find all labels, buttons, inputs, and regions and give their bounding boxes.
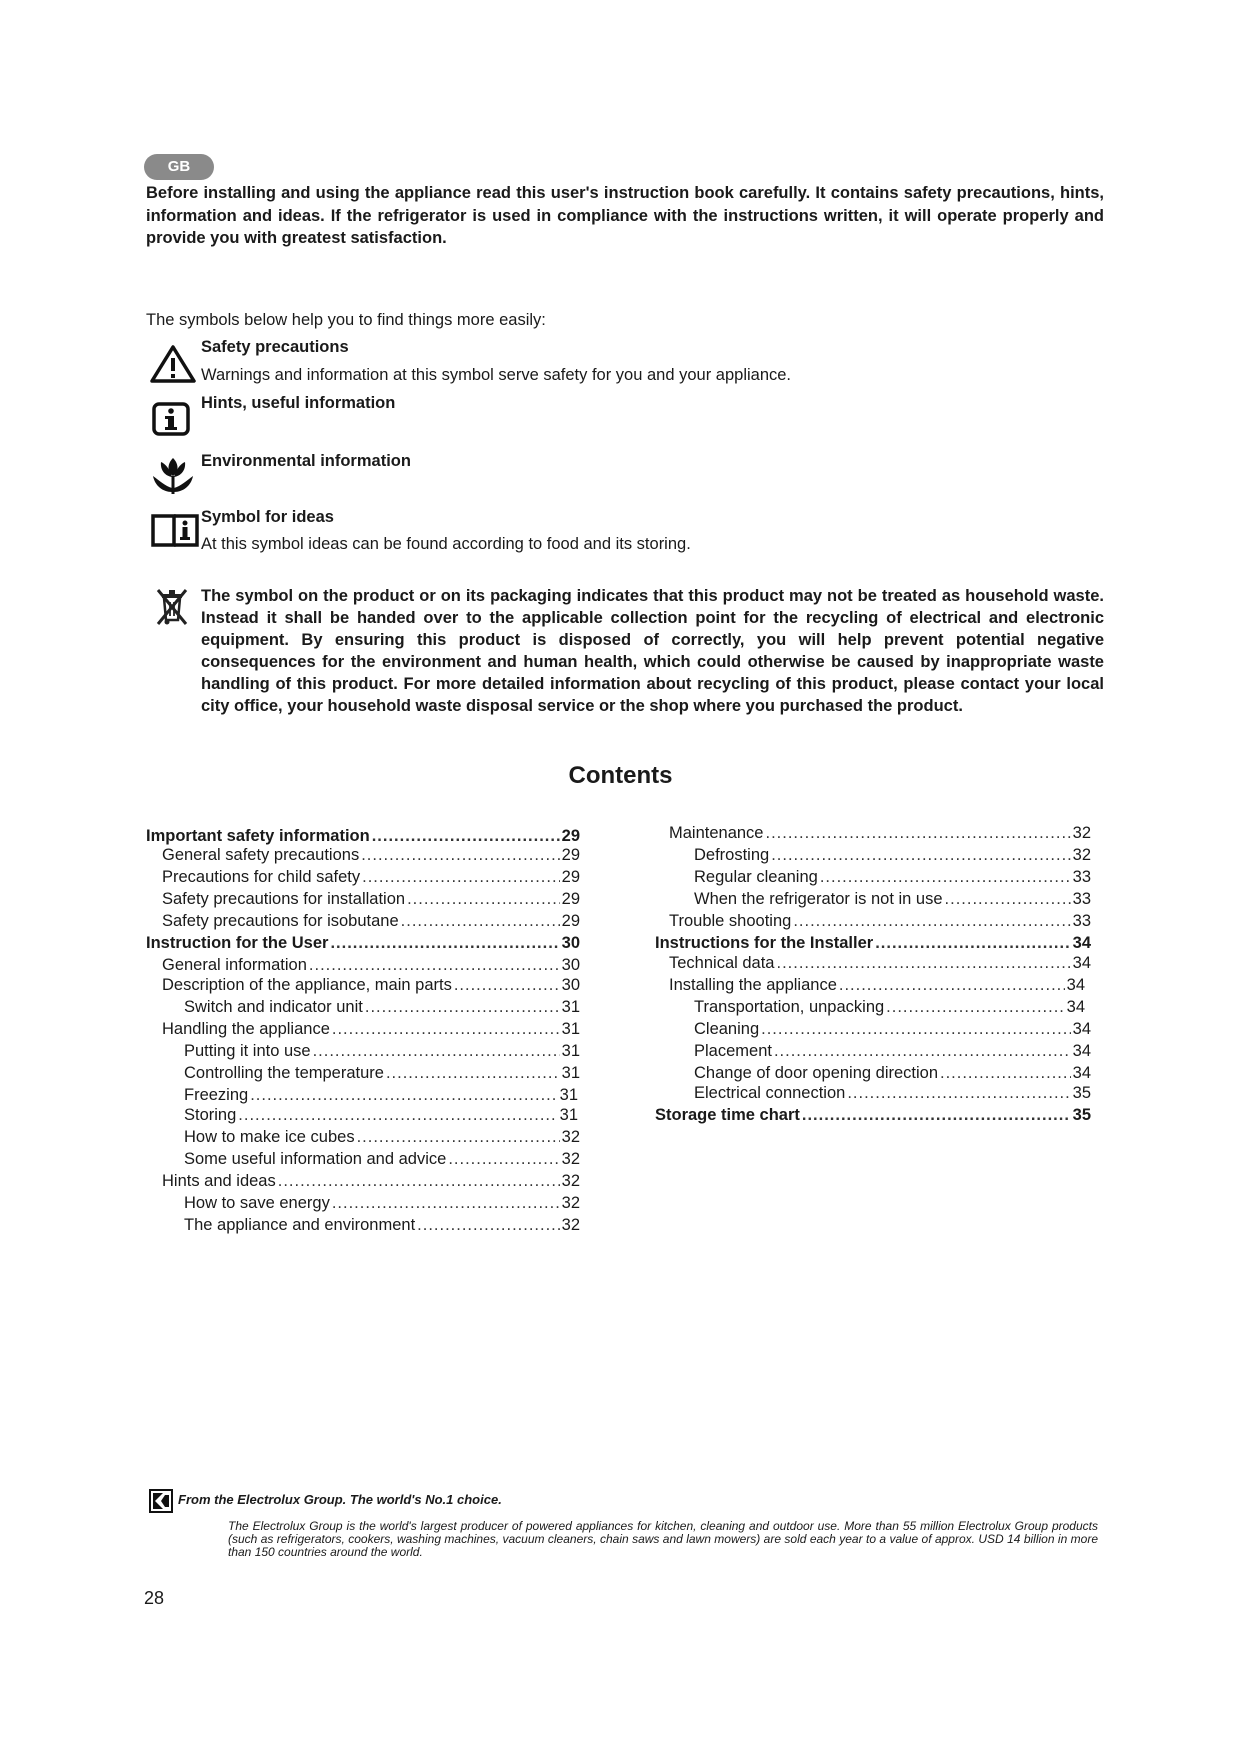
toc-item[interactable]: Safety precautions for installation ..... 29 <box>162 889 580 909</box>
book-info-icon <box>150 512 200 548</box>
safety-description: Warnings and information at this symbol serve safety for you and your appliance. <box>201 366 792 384</box>
toc-item[interactable]: Hints and ideas ..... 32 <box>162 1171 580 1191</box>
ideas-title: Symbol for ideas <box>201 508 334 526</box>
toc-item[interactable]: Placement ..... 34 <box>694 1041 1091 1061</box>
toc-item[interactable]: Instructions for the Installer ..... 34 <box>655 933 1091 953</box>
toc-item[interactable]: Switch and indicator unit ..... 31 <box>184 997 580 1017</box>
toc-item[interactable]: Maintenance ..... 32 <box>669 823 1091 843</box>
toc-item[interactable]: Safety precautions for isobutane ..... 29 <box>162 911 580 931</box>
toc-item[interactable]: Description of the appliance, main parts ..... 30 <box>162 975 580 995</box>
page-number: 28 <box>144 1588 165 1608</box>
contents-title: Contents <box>568 762 673 789</box>
toc-item[interactable]: Storing ..... 31 <box>184 1105 578 1125</box>
info-icon <box>151 401 191 437</box>
electrolux-logo-icon <box>149 1489 173 1513</box>
toc-item[interactable]: Change of door opening direction ..... 34 <box>694 1063 1091 1083</box>
toc-item[interactable]: How to save energy ..... 32 <box>184 1193 580 1213</box>
toc-item[interactable]: When the refrigerator is not in use ..... 33 <box>694 889 1091 909</box>
toc-item[interactable]: Precautions for child safety ..... 29 <box>162 867 580 887</box>
ideas-description: At this symbol ideas can be found according to food and its storing. <box>201 535 691 553</box>
toc-item[interactable]: Trouble shooting ..... 33 <box>669 911 1091 931</box>
hints-title: Hints, useful information <box>201 394 396 412</box>
symbols-lead: The symbols below help you to find things more easily: <box>146 311 546 329</box>
footer-heading: From the Electrolux Group. The world's No.1 choice. <box>178 1492 502 1507</box>
flower-icon <box>151 454 195 496</box>
toc-item[interactable]: Technical data ..... 34 <box>669 953 1091 973</box>
crossed-bin-icon <box>154 586 190 628</box>
toc-item[interactable]: Instruction for the User ..... 30 <box>146 933 580 953</box>
toc-item[interactable]: Defrosting ..... 32 <box>694 845 1091 865</box>
toc-item[interactable]: Freezing ..... 31 <box>184 1085 578 1105</box>
language-badge: GB <box>144 154 214 180</box>
toc-item[interactable]: Storage time chart ..... 35 <box>655 1105 1091 1125</box>
toc-item[interactable]: Some useful information and advice ..... 32 <box>184 1149 580 1169</box>
warning-triangle-icon <box>150 344 196 384</box>
toc-item[interactable]: Important safety information ..... 29 <box>146 826 580 846</box>
toc-item[interactable]: Transportation, unpacking ..... 34 <box>694 997 1085 1017</box>
footer-body: The Electrolux Group is the world's largest producer of powered appliances for kitchen, cleaning and outdoor use. More than 55 million Electrolux Group products (such as refrigerators, cookers, washing machines, vacuum cleaners, chain saws and lawn mowers) are sold each year to a value of approx. USD 14 billion in more than 150 countries around the world. <box>228 1519 1098 1559</box>
toc-item[interactable]: Controlling the temperature ..... 31 <box>184 1063 580 1083</box>
environment-title: Environmental information <box>201 452 411 470</box>
weee-notice: The symbol on the product or on its packaging indicates that this product may not be treated as household waste. Instead it shall be handed over to the applicable collection point for the recycling of electrical and electronic equipment. By ensuring this product is disposed of correctly, you will help prevent potential negative consequences for the environment and human health, which could otherwise be caused by inappropriate waste handling of this product. For more detailed information about recycling of this product, please contact your local city office, your household waste disposal service or the shop where you purchased the product. <box>201 587 1104 715</box>
toc-item[interactable]: General safety precautions ..... 29 <box>162 845 580 865</box>
safety-title: Safety precautions <box>201 338 349 356</box>
toc-item[interactable]: General information ..... 30 <box>162 955 580 975</box>
toc-item[interactable]: Electrical connection ..... 35 <box>694 1083 1091 1103</box>
toc-item[interactable]: Installing the appliance ..... 34 <box>669 975 1085 995</box>
toc-item[interactable]: How to make ice cubes ..... 32 <box>184 1127 580 1147</box>
toc-item[interactable]: The appliance and environment ..... 32 <box>184 1215 580 1235</box>
toc-item[interactable]: Putting it into use ..... 31 <box>184 1041 580 1061</box>
intro-paragraph: Before installing and using the appliance read this user's instruction book carefully. It contains safety precautions, hints, information and ideas. If the refrigerator is used in compliance with the instructions written, it will operate properly and provide you with greatest satisfaction. <box>146 184 1104 247</box>
toc-item[interactable]: Cleaning ..... 34 <box>694 1019 1091 1039</box>
toc-item[interactable]: Regular cleaning ..... 33 <box>694 867 1091 887</box>
toc-item[interactable]: Handling the appliance ..... 31 <box>162 1019 580 1039</box>
